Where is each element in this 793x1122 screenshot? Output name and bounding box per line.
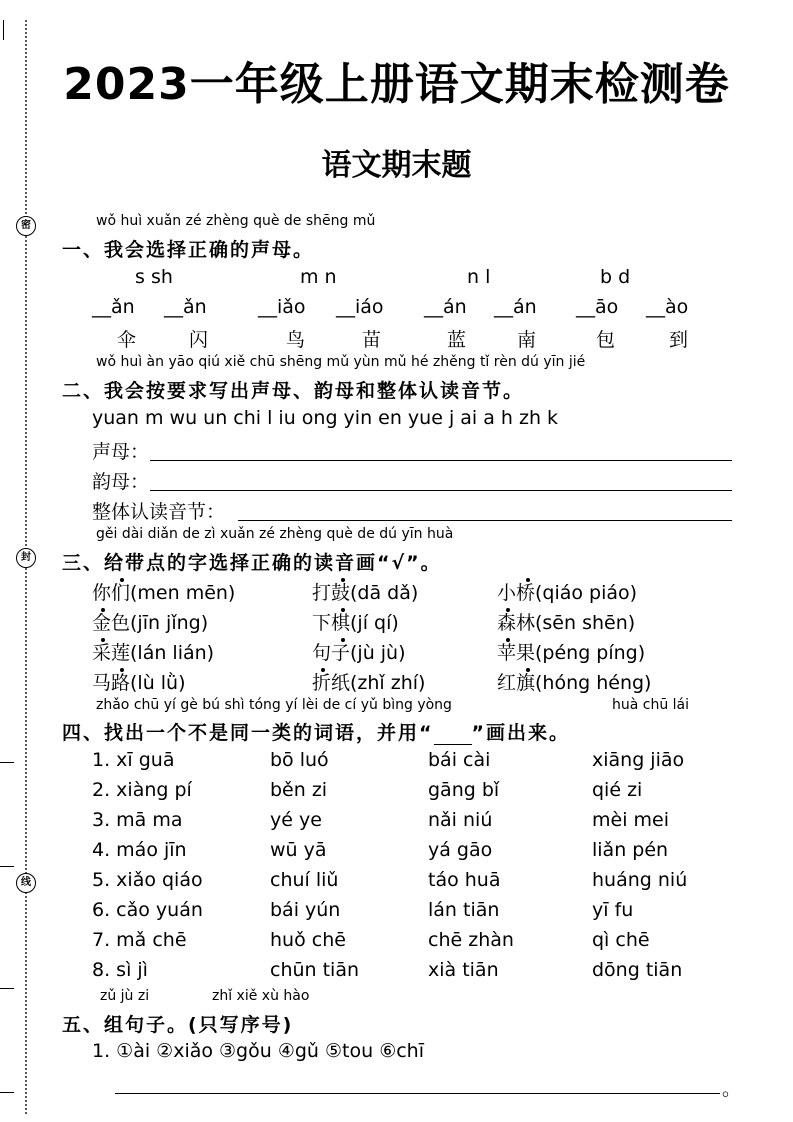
- fill-item: __ǎn: [164, 296, 207, 318]
- word-item: táo huā: [428, 869, 501, 891]
- char-item: 包: [596, 329, 616, 351]
- word-item: qié zi: [592, 779, 643, 801]
- fill-item: __iǎo: [258, 296, 306, 318]
- choice-item: 森林(sēn shēn): [497, 612, 636, 634]
- word-item: huǒ chē: [270, 929, 346, 951]
- label-zhengti: 整体认读音节：: [92, 501, 226, 523]
- margin-tick: [0, 866, 14, 867]
- section5-heading: 五、组句子。(只写序号): [62, 1014, 294, 1036]
- emphasis-dot: [341, 638, 345, 642]
- word-item: 3. mā ma: [92, 809, 183, 831]
- section4-heading-a: 四、找出一个不是同一类的词语，并用“: [62, 722, 434, 744]
- char-item: 蓝: [447, 329, 467, 351]
- section2-heading: 二、我会按要求写出声母、韵母和整体认读音节。: [62, 380, 525, 402]
- option-pair: m n: [300, 266, 337, 288]
- choice-item: 下棋(jí qí): [312, 612, 399, 634]
- section5-pinyin: zǔ jù zi: [100, 988, 150, 1004]
- char-item: 鸟: [286, 329, 306, 351]
- choice-item: 折纸(zhǐ zhí): [312, 672, 426, 694]
- word-item: běn zi: [270, 779, 328, 801]
- word-item: 1. xī guā: [92, 749, 175, 771]
- word-item: chuí liǔ: [270, 869, 339, 891]
- choice-item: 苹果(péng píng): [497, 642, 646, 664]
- emphasis-dot: [506, 638, 510, 642]
- fill-item: __āo: [576, 296, 619, 318]
- emphasis-dot: [506, 608, 510, 612]
- seal-feng: 封: [16, 548, 36, 568]
- word-item: yé ye: [270, 809, 322, 831]
- emphasis-dot: [120, 668, 124, 672]
- section3-heading: 三、给带点的字选择正确的读音画“√”。: [62, 552, 442, 574]
- choice-item: 你们(men mēn): [92, 582, 236, 604]
- emphasis-dot: [101, 608, 105, 612]
- emphasis-dot: [101, 638, 105, 642]
- word-item: qì chē: [592, 929, 650, 951]
- word-item: dōng tiān: [592, 959, 683, 981]
- section2-pinyin: wǒ huì àn yāo qiú xiě chū shēng mǔ yùn mǔ hé zhěng tǐ rèn dú yīn jié: [96, 354, 586, 370]
- underline-sample: [434, 726, 472, 745]
- answer-line: [238, 520, 732, 521]
- char-item: 苗: [362, 329, 382, 351]
- word-item: bō luó: [270, 749, 329, 771]
- emphasis-dot: [341, 578, 345, 582]
- fill-item: __ào: [646, 296, 689, 318]
- word-options: 1. ①ài ②xiǎo ③gǒu ④gǔ ⑤tou ⑥chī: [92, 1040, 424, 1062]
- section3-pinyin: gěi dài diǎn de zì xuǎn zé zhèng què de dú yīn huà: [96, 526, 454, 542]
- section1-heading: 一、我会选择正确的声母。: [62, 239, 315, 261]
- section4-heading-b: ”画出来。: [471, 722, 570, 744]
- section4-pinyin: zhǎo chū yí gè bú shì tóng yí lèi de cí yǔ bìng yòng: [96, 697, 452, 713]
- char-item: 到: [669, 329, 689, 351]
- word-item: xià tiān: [428, 959, 499, 981]
- word-item: bái cài: [428, 749, 491, 771]
- word-item: 5. xiǎo qiáo: [92, 869, 203, 891]
- section4-heading: [62, 718, 570, 745]
- option-pair: n l: [467, 266, 491, 288]
- word-item: 7. mǎ chē: [92, 929, 187, 951]
- choice-item: 马路(lù lǜ): [92, 672, 186, 694]
- word-item: 4. máo jīn: [92, 839, 187, 861]
- margin-tick: [0, 1092, 14, 1093]
- answer-line: [115, 1093, 720, 1094]
- section5-pinyin-b: zhǐ xiě xù hào: [212, 988, 310, 1004]
- word-item: bái yún: [270, 899, 341, 921]
- word-item: mèi mei: [592, 809, 669, 831]
- choice-item: 红旗(hóng héng): [497, 672, 652, 694]
- margin-tick: [0, 762, 14, 763]
- char-item: 伞: [117, 329, 137, 351]
- section4-pinyin-b: huà chū lái: [612, 697, 690, 713]
- fill-item: __án: [494, 296, 537, 318]
- fill-item: __án: [424, 296, 467, 318]
- page-subtitle: 语文期末题: [321, 148, 472, 183]
- fill-item: __iáo: [336, 296, 384, 318]
- word-item: xiāng jiāo: [592, 749, 685, 771]
- word-item: yá gāo: [428, 839, 493, 861]
- emphasis-dot: [341, 608, 345, 612]
- word-item: liǎn pén: [592, 839, 669, 861]
- answer-line: [150, 490, 732, 491]
- seal-xian: 线: [16, 873, 36, 893]
- margin-mark-top: [3, 20, 4, 40]
- word-item: huáng niú: [592, 869, 688, 891]
- emphasis-dot: [120, 578, 124, 582]
- sentence-end: 。: [722, 1078, 742, 1100]
- label-shengmu: 声母：: [92, 441, 150, 463]
- emphasis-dot: [321, 668, 325, 672]
- choice-item: 句子(jù jù): [312, 642, 406, 664]
- option-pair: b d: [600, 266, 631, 288]
- page-title: 2023一年级上册语文期末检测卷: [63, 59, 730, 110]
- choice-item: 打鼓(dā dǎ): [312, 582, 419, 604]
- answer-line: [150, 460, 732, 461]
- seal-mi: 密: [16, 216, 36, 236]
- label-yunmu: 韵母：: [92, 471, 150, 493]
- choice-item: 金色(jīn jǐng): [92, 612, 209, 634]
- word-item: yī fu: [592, 899, 634, 921]
- choice-item: 采莲(lán lián): [92, 642, 215, 664]
- margin-tick: [0, 988, 14, 989]
- word-item: 6. cǎo yuán: [92, 899, 203, 921]
- word-item: nǎi niú: [428, 809, 493, 831]
- word-item: chūn tiān: [270, 959, 360, 981]
- option-pair: s sh: [135, 266, 173, 288]
- char-item: 南: [517, 329, 537, 351]
- emphasis-dot: [526, 578, 530, 582]
- word-item: chē zhàn: [428, 929, 514, 951]
- syllable-list: yuan m wu un chi l iu ong yin en yue j ai a h zh k: [92, 407, 559, 429]
- fill-item: __ǎn: [92, 296, 135, 318]
- char-item: 闪: [189, 329, 209, 351]
- section1-pinyin: wǒ huì xuǎn zé zhèng què de shēng mǔ: [96, 213, 376, 229]
- emphasis-dot: [526, 668, 530, 672]
- choice-item: 小桥(qiáo piáo): [497, 582, 638, 604]
- word-item: wū yā: [270, 839, 327, 861]
- word-item: 2. xiàng pí: [92, 779, 192, 801]
- word-item: 8. sì jì: [92, 959, 148, 981]
- word-item: lán tiān: [428, 899, 500, 921]
- word-item: gāng bǐ: [428, 779, 500, 801]
